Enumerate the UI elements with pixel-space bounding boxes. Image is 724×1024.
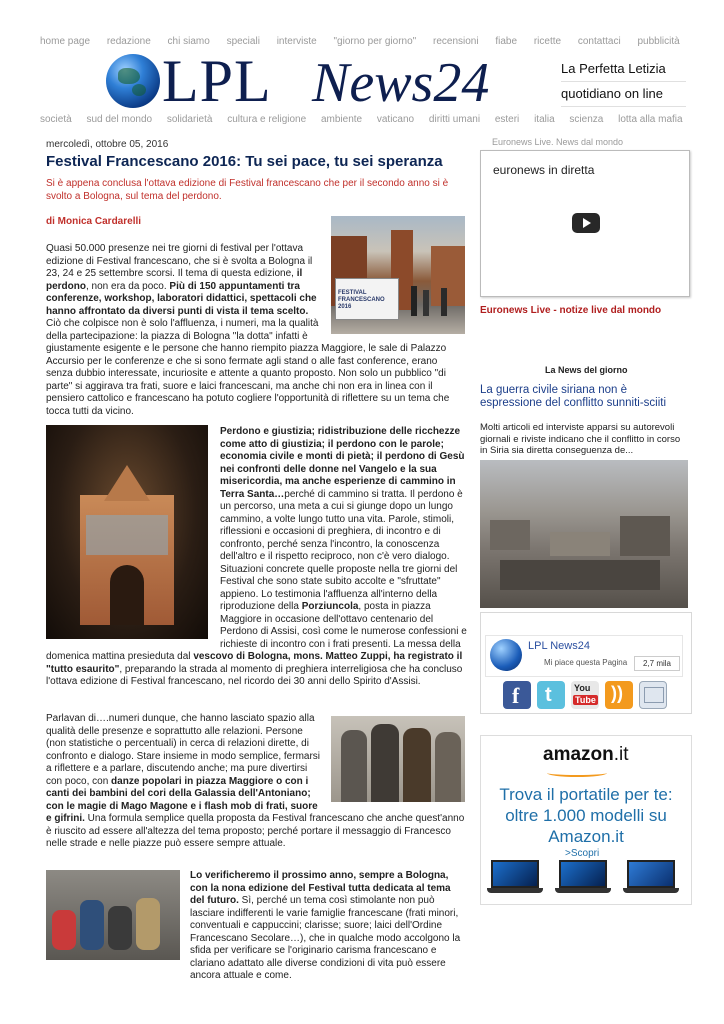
top-nav: [40, 36, 700, 50]
amazon-discover-link[interactable]: >Scopri: [565, 848, 600, 859]
article-paragraph-2: Perdono e giustizia; ridistribuzione delle ricchezze come atto di giustizia; il perdono con le parole; economia civile e monti di pietà; il perdono di Gesù nei confronti delle donne nel Vangelo e la sua misericordia, ma anche esperienze di cammino in Terra Santa…perché di cammino si tratta. Il perdono è un percorso, una meta a cui si giunge dopo un lungo cammino, a volte lungo tutto una vita. Parole, stimoli, riflessioni e occasioni di preghiera, di incontro e di confronto, perché senza l'incontro, la conoscenza dell'altro e il rispetto reciproco, non c'è vero dialogo. Situazioni concrete quelle proposte nella tre giorni del Festival che sono state subito accolte e "sfruttate" appieno. Lo testimonia l'affluenza all'interno della riproduzione della Porziuncola, posta in piazza Maggiore in occasione dell'ottavo centenario del Perdono di Assisi, così come le numerose confessioni e richieste di incontro con i frati presenti. La messa della domenica mattina presieduta dal vescovo di Bologna, mons. Matteo Zuppi, ha registrato il "tutto esaurito", preparando la strada al momento di preghiera interreligiosa che ha concluso l'ottava edizione di Festival francescano, nel ricordo dei 30 anni dello Spirito d'Assisi.: [46, 426, 467, 687]
news-of-day-description: Molti articoli ed interviste apparsi su autorevoli giornali e riviste indicano che il conflitto in corso in Siria sia diretta conseguenza de...: [480, 422, 681, 456]
section-nav: [40, 114, 700, 128]
article-byline: di Monica Cardarelli: [46, 216, 142, 227]
euronews-section-title: Euronews Live. News dal mondo: [492, 137, 624, 147]
section-nav-sud-del-mondo[interactable]: sud del mondo: [86, 114, 153, 125]
youtube-you: You: [574, 683, 591, 693]
laptop-image-2: [555, 860, 611, 896]
facebook-page-name[interactable]: LPL News24: [528, 640, 590, 652]
article-paragraph-3: Parlavan di….numeri dunque, che hanno lasciato spazio alla qualità delle presenze e soprattutto alle relazioni. Persone (non statistiche o percentuali) in cerca di relazioni dirette, di confronto e dialogo. Stare insieme in modo semplice, fermarsi a riflettere e a parlare, discutendo anche; ma pure divertirsi con poco, con danze popolari in piazza Maggiore o con i canti dei bambini del cori della Galassia dell'Antoniano; con le magie di Mago Magone e i flash mob di frati, suore e gifrini. Una formula semplice quella proposta da Festival francescano che anche quest'anno è riuscito ad essere all'altezza del tema proposto; perché portare il messaggio di Francesco nelle strade e nelle piazze può essere sempre attuale.: [46, 713, 465, 849]
section-nav-scienza[interactable]: scienza: [569, 114, 604, 125]
festival-sign-text: FESTIVAL FRANCESCANO 2016: [338, 290, 385, 310]
youtube-icon[interactable]: [571, 681, 599, 709]
site-banner[interactable]: [36, 50, 690, 112]
top-nav-giorno-per-giorno[interactable]: "giorno per giorno": [333, 36, 417, 47]
email-icon[interactable]: [639, 681, 667, 709]
article-title[interactable]: Festival Francescano 2016: Tu sei pace, tu sei speranza: [46, 153, 443, 170]
section-nav-cultura[interactable]: cultura e religione: [227, 114, 307, 125]
article-lead: Si è appena conclusa l'ottava edizione di Festival francescano che per il secondo anno si è svolto a Bologna, sul tema del perdono.: [46, 178, 449, 202]
section-nav-solidarieta[interactable]: solidarietà: [166, 114, 213, 125]
news-of-day-headline[interactable]: La guerra civile siriana non è espressione del conflitto sunniti-sciiti: [480, 384, 667, 409]
top-nav-speciali[interactable]: speciali: [226, 36, 260, 47]
facebook-icon[interactable]: f: [503, 681, 531, 709]
news-of-day-title: La News del giorno: [545, 365, 628, 375]
crowd-photo[interactable]: [46, 870, 180, 960]
logo-news24: News24: [312, 52, 490, 114]
play-icon[interactable]: [572, 213, 600, 233]
like-page-label: Mi piace questa Pagina: [544, 658, 628, 667]
logo-lpl: LPL: [162, 48, 272, 114]
youtube-tube: Tube: [575, 695, 596, 705]
article-paragraph-1: Quasi 50.000 presenze nei tre giorni di festival per l'ottava edizione di Festival francescano, che si è svolta a Bologna il 23, 24 e 25 settembre scorsi. Il tema di questa edizione, il perdono, non era da poco. Più di 150 appuntamenti tra conferenze, workshop, laboratori didattici, spettacoli che hanno affrontato da diversi punti di vista il tema scelto. Ciò che colpisce non è solo l'affluenza, i numeri, ma la qualità della partecipazione: la piazza di Bologna "la dotta" infatti è giustamente esigente e le persone che hanno riempito piazza Maggiore, le sale di Palazzo Accursio per le conferenze e che si sono fermate agli stand o alle fast conference, erano senza dubbio interessate, incuriosite e attente a quanto proposto. Non solo un pubblico "di parte" si aggirava tra frati, suore e laici francescani, ma anche chi non era in linea con il pensiero cattolico e francescano ha potuto cogliere l'opportunità di riflettere su un tema che tocca tutti da vicino.: [46, 243, 450, 417]
section-nav-societa[interactable]: società: [40, 114, 72, 125]
logo-tagline: [561, 57, 686, 107]
euronews-live-link[interactable]: Euronews Live - notize live dal mondo: [480, 305, 662, 316]
section-nav-esteri[interactable]: esteri: [494, 114, 520, 125]
top-nav-interviste[interactable]: interviste: [276, 36, 317, 47]
facebook-widget: [480, 612, 692, 714]
top-nav-chi-siamo[interactable]: chi siamo: [167, 36, 210, 47]
syria-ruins-photo[interactable]: [480, 460, 688, 608]
top-nav-recensioni[interactable]: recensioni: [433, 36, 479, 47]
post-date: mercoledì, ottobre 05, 2016: [46, 139, 169, 150]
tagline-line-2: quotidiano on line: [561, 82, 686, 107]
euronews-video-player[interactable]: [480, 150, 690, 297]
laptop-image-1: [487, 860, 543, 896]
amazon-logo: amazon.it: [543, 744, 629, 765]
facebook-page-plugin[interactable]: [485, 635, 683, 677]
top-nav-contattaci[interactable]: contattaci: [577, 36, 621, 47]
section-nav-vaticano[interactable]: vaticano: [376, 114, 415, 125]
section-nav-ambiente[interactable]: ambiente: [320, 114, 363, 125]
top-nav-ricette[interactable]: ricette: [533, 36, 562, 47]
top-nav-pubblicita[interactable]: pubblicità: [637, 36, 680, 47]
section-nav-italia[interactable]: italia: [534, 114, 555, 125]
laptop-image-3: [623, 860, 679, 896]
like-count: 2,7 mila: [634, 656, 680, 671]
article-paragraph-4: Lo verificheremo il prossimo anno, sempre a Bologna, con la nona edizione del Festival tutta dedicata al tema del futuro. Sì, perché un tema così stimolante non può lasciare indifferenti le varie famiglie francescane (frati minori, conventuali e cappuccini; clarisse; suore; laici dell'Ordine Francescano Secolare…), che in qualche modo accolgono la sfida per verificare se l'originario carisma francescano e clariano adattato alle diverse condizioni di vita può essere ancora attuale e come.: [190, 870, 461, 981]
section-nav-diritti-umani[interactable]: diritti umani: [428, 114, 481, 125]
rss-icon[interactable]: )): [605, 681, 633, 709]
tagline-line-1: La Perfetta Letizia: [561, 57, 686, 82]
section-nav-lotta-mafia[interactable]: lotta alla mafia: [618, 114, 683, 125]
twitter-icon[interactable]: t: [537, 681, 565, 709]
top-nav-fiabe[interactable]: fiabe: [495, 36, 518, 47]
top-nav-home[interactable]: home page: [40, 36, 91, 47]
amazon-ad-text: Trova il portatile per te: oltre 1.000 modelli su Amazon.it: [499, 785, 673, 846]
amazon-smile-icon: [547, 769, 607, 777]
video-title: euronews in diretta: [493, 163, 595, 177]
page-avatar: [490, 639, 522, 671]
amazon-ad[interactable]: [480, 735, 692, 905]
globe-icon: [106, 54, 160, 108]
top-nav-redazione[interactable]: redazione: [106, 36, 151, 47]
